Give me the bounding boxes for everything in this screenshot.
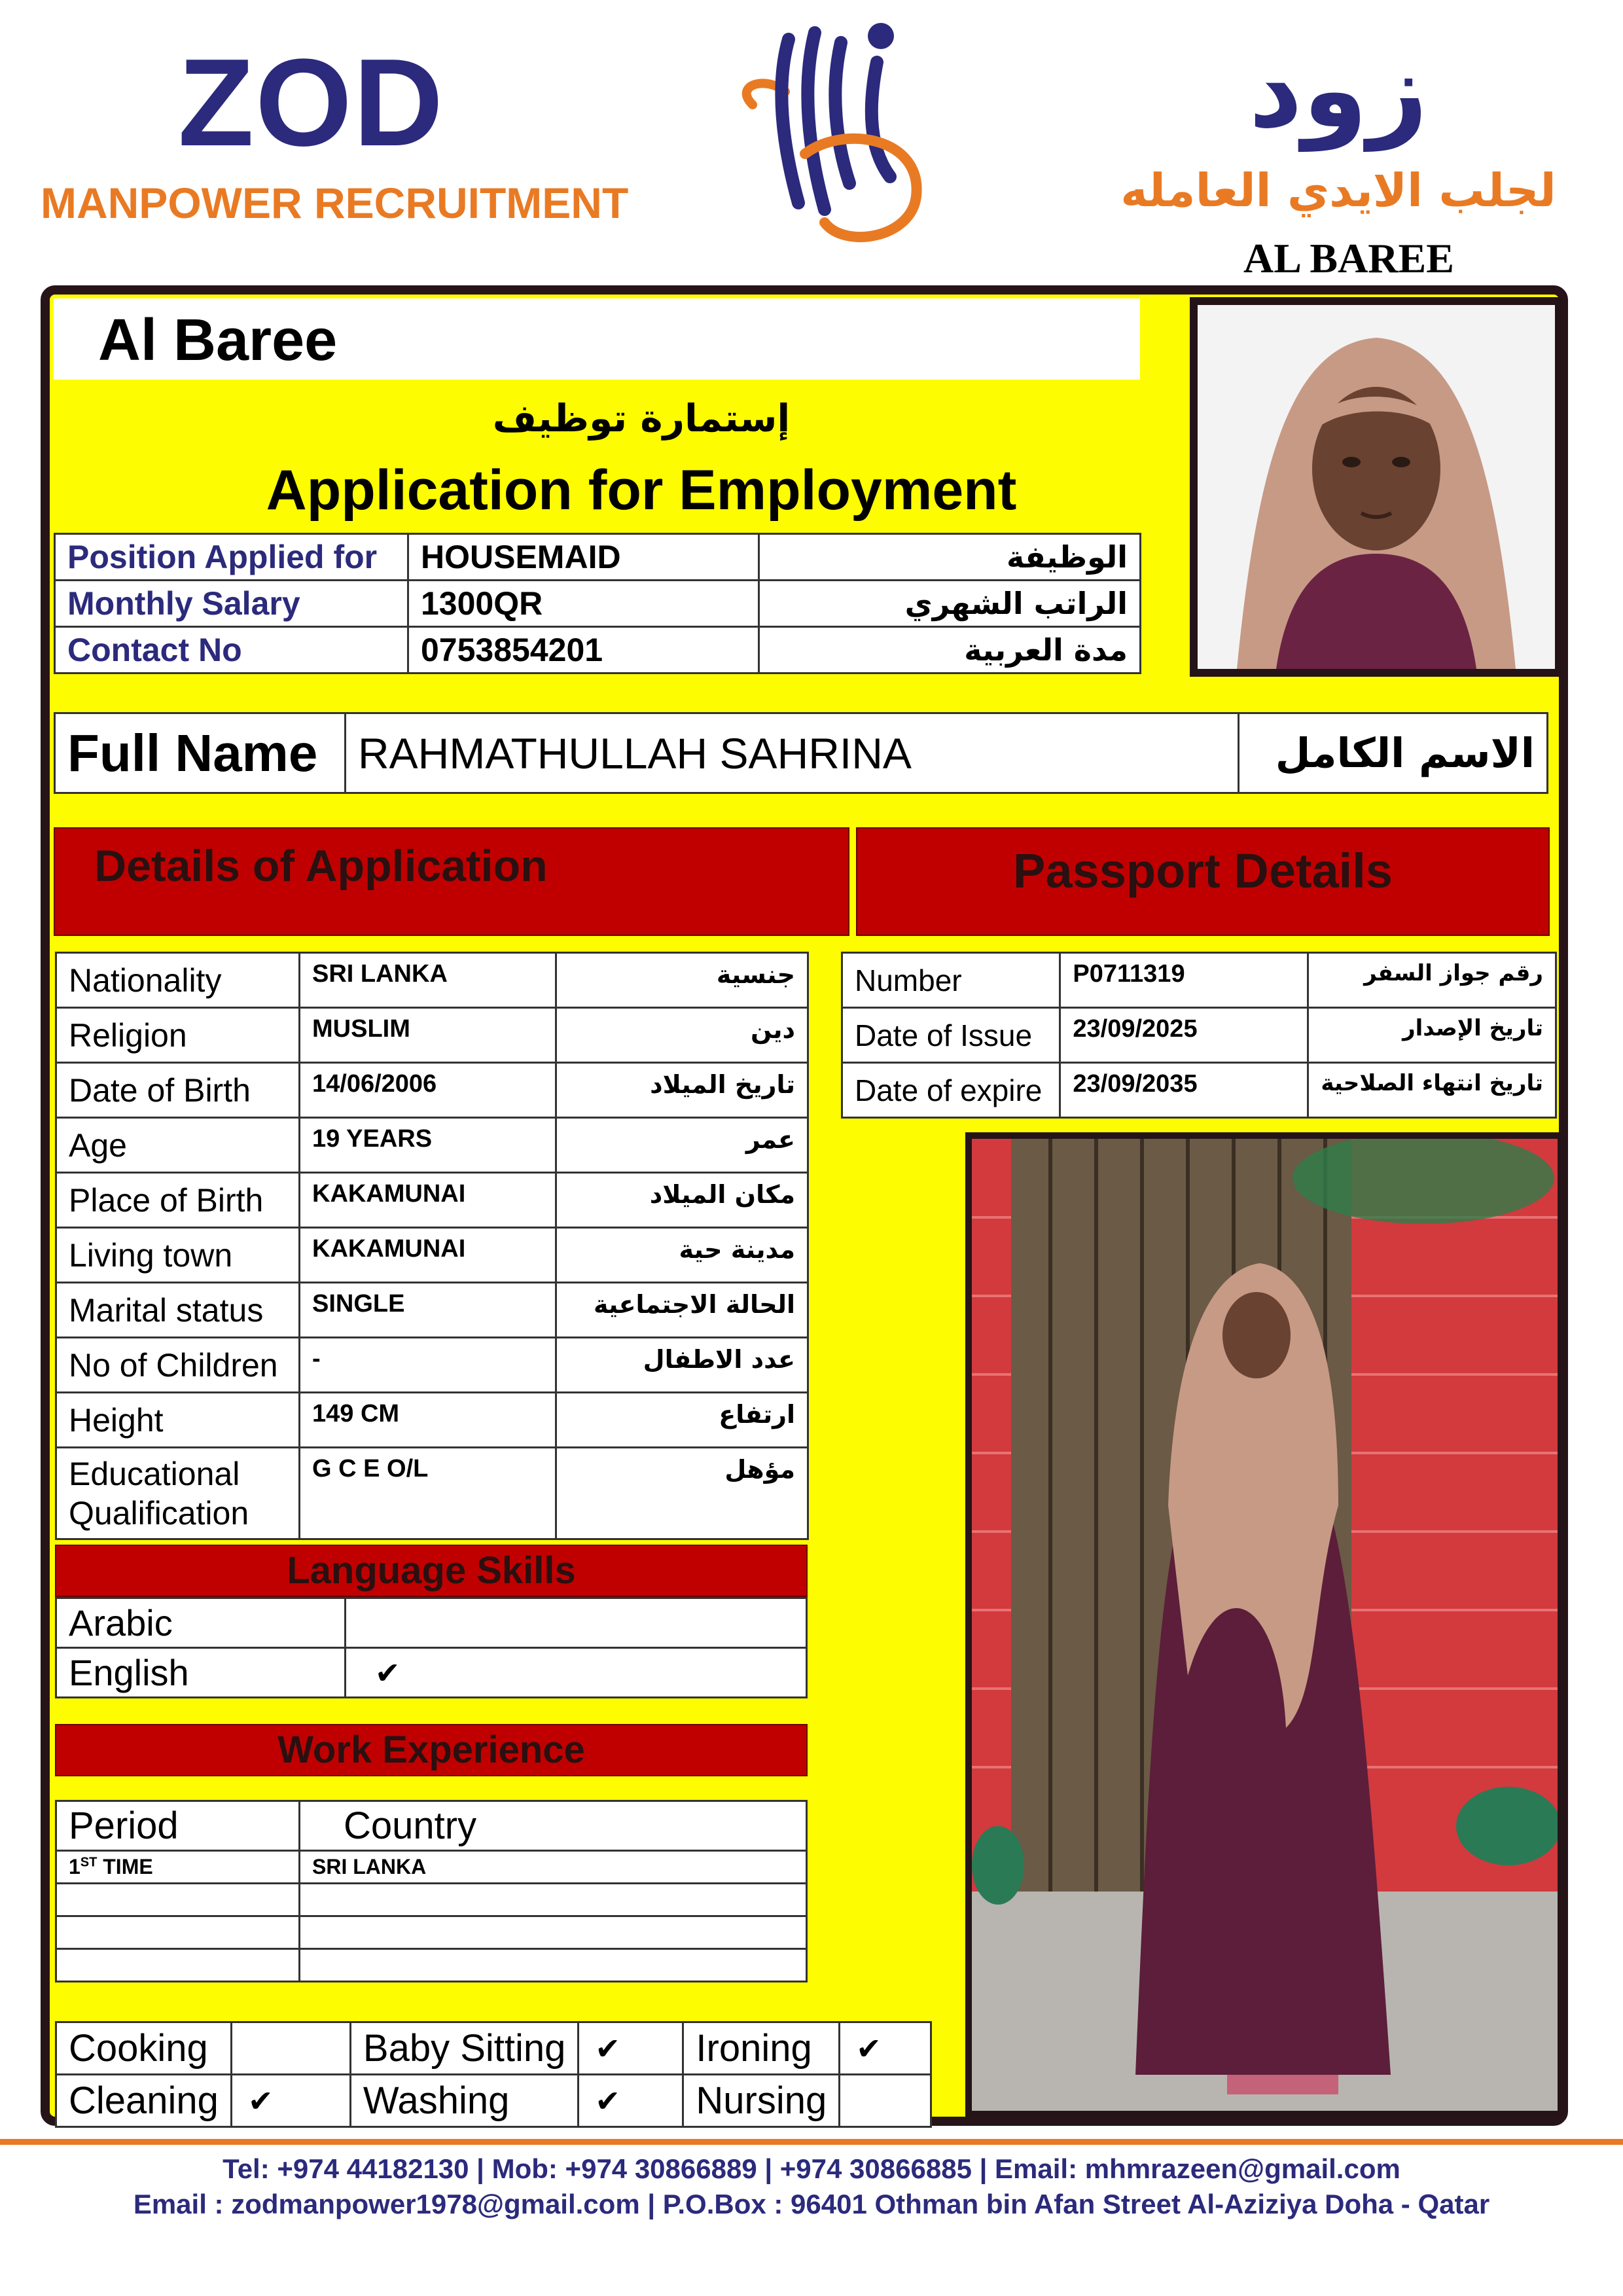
- table-row: [842, 1008, 1556, 1063]
- living-town-label-arabic: مدينة حية: [556, 1228, 808, 1283]
- footer-address-line: Email : zodmanpower1978@gmail.com | P.O.Box : 96401 Othman bin Afan Street Al-Aziziya Doha - Qatar: [133, 2189, 1490, 2219]
- skill-cleaning-label: Cleaning: [56, 2075, 232, 2127]
- salary-label-arabic: الراتب الشهري: [759, 581, 1141, 627]
- brand-arabic-text: زود: [1249, 29, 1428, 151]
- expiry-date-label: Date of expire: [842, 1063, 1060, 1118]
- country-header: Country: [300, 1801, 807, 1851]
- age-label-arabic: عمر: [556, 1118, 808, 1173]
- table-row: [56, 1884, 807, 1916]
- form-title-arabic: إستمارة توظيف: [492, 396, 791, 440]
- education-label: Educational Qualification: [56, 1448, 300, 1539]
- height-label-arabic: ارتفاع: [556, 1393, 808, 1448]
- table-row: [56, 1949, 807, 1982]
- table-row: [56, 1851, 807, 1884]
- table-row: [55, 581, 1141, 627]
- table-row: [56, 1598, 807, 1648]
- living-town-label: Living town: [56, 1228, 300, 1283]
- nationality-label-arabic: جنسية: [556, 953, 808, 1008]
- contact-label: Contact No: [55, 627, 408, 673]
- position-table: [54, 533, 1141, 674]
- checkmark-icon: ✔: [346, 1648, 807, 1698]
- zod-logo-icon: [726, 13, 936, 255]
- expiry-date-label-arabic: تاريخ انتهاء الصلاحية: [1308, 1063, 1556, 1118]
- work-experience-table: [55, 1800, 808, 1982]
- marital-status-value: SINGLE: [300, 1283, 556, 1338]
- skills-table: [55, 2021, 932, 2128]
- table-row: [56, 1228, 808, 1283]
- checkmark-icon: ✔: [579, 2075, 683, 2127]
- full-name-label-arabic: الاسم الكامل: [1239, 713, 1548, 793]
- brand-logo-text: ZOD: [178, 33, 445, 172]
- dob-value: 14/06/2006: [300, 1063, 556, 1118]
- nationality-value: SRI LANKA: [300, 953, 556, 1008]
- full-length-photo: [965, 1132, 1564, 2117]
- language-arabic-label: Arabic: [56, 1598, 346, 1648]
- table-row: [56, 2075, 931, 2127]
- children-label: No of Children: [56, 1338, 300, 1393]
- brand-arabic-tagline: لجلب الايدي العامله: [1120, 164, 1556, 217]
- salary-label: Monthly Salary: [55, 581, 408, 627]
- table-row: [56, 1283, 808, 1338]
- issue-date-label-arabic: تاريخ الإصدار: [1308, 1008, 1556, 1063]
- skill-nursing-mark: [840, 2075, 931, 2127]
- religion-value: MUSLIM: [300, 1008, 556, 1063]
- company-name: Al Baree: [98, 308, 338, 373]
- skill-washing-label: Washing: [350, 2075, 579, 2127]
- education-label-arabic: مؤهل: [556, 1448, 808, 1539]
- table-row: [56, 1393, 808, 1448]
- checkmark-icon: ✔: [840, 2022, 931, 2075]
- language-arabic-mark: [346, 1598, 807, 1648]
- children-label-arabic: عدد الاطفال: [556, 1338, 808, 1393]
- branch-name: AL BAREE: [1243, 235, 1454, 281]
- height-label: Height: [56, 1393, 300, 1448]
- place-of-birth-value: KAKAMUNAI: [300, 1173, 556, 1228]
- checkmark-icon: ✔: [579, 2022, 683, 2075]
- checkmark-icon: ✔: [231, 2075, 350, 2127]
- religion-label-arabic: دين: [556, 1008, 808, 1063]
- age-value: 19 YEARS: [300, 1118, 556, 1173]
- full-name-table: [54, 712, 1548, 794]
- passport-number-label: Number: [842, 953, 1060, 1008]
- skill-nursing-label: Nursing: [683, 2075, 840, 2127]
- passport-number-label-arabic: رقم جواز السفر: [1308, 953, 1556, 1008]
- salary-value: 1300QR: [408, 581, 759, 627]
- position-value: HOUSEMAID: [408, 534, 759, 581]
- table-row: [55, 627, 1141, 673]
- table-row: [56, 1916, 807, 1949]
- table-row: [56, 1063, 808, 1118]
- full-name-label: Full Name: [55, 713, 346, 793]
- religion-label: Religion: [56, 1008, 300, 1063]
- table-row: [55, 534, 1141, 581]
- table-row: [842, 1063, 1556, 1118]
- table-row: [56, 1118, 808, 1173]
- skill-baby-sitting-label: Baby Sitting: [350, 2022, 579, 2075]
- passport-number-value: P0711319: [1060, 953, 1308, 1008]
- table-row: [56, 1173, 808, 1228]
- form-title: Application for Employment: [266, 459, 1017, 522]
- place-of-birth-label: Place of Birth: [56, 1173, 300, 1228]
- dob-label: Date of Birth: [56, 1063, 300, 1118]
- skill-ironing-label: Ironing: [683, 2022, 840, 2075]
- education-value: G C E O/L: [300, 1448, 556, 1539]
- expiry-date-value: 23/09/2035: [1060, 1063, 1308, 1118]
- work-experience-header: Work Experience: [55, 1724, 808, 1776]
- height-value: 149 CM: [300, 1393, 556, 1448]
- dob-label-arabic: تاريخ الميلاد: [556, 1063, 808, 1118]
- table-row: [842, 953, 1556, 1008]
- contact-label-arabic: مدة العربية: [759, 627, 1141, 673]
- children-value: -: [300, 1338, 556, 1393]
- table-row: [56, 1801, 807, 1851]
- language-skills-header: Language Skills: [55, 1545, 808, 1597]
- table-row: [56, 1338, 808, 1393]
- marital-status-label-arabic: الحالة الاجتماعية: [556, 1283, 808, 1338]
- issue-date-value: 23/09/2025: [1060, 1008, 1308, 1063]
- position-label: Position Applied for: [55, 534, 408, 581]
- table-row: [56, 1648, 807, 1698]
- table-row: [56, 2022, 931, 2075]
- work-period-cell: 1ST TIME: [56, 1851, 300, 1884]
- issue-date-label: Date of Issue: [842, 1008, 1060, 1063]
- age-label: Age: [56, 1118, 300, 1173]
- details-section-header: Details of Application: [54, 827, 849, 936]
- work-country-cell: SRI LANKA: [300, 1851, 807, 1884]
- table-row: [55, 713, 1548, 793]
- skill-cooking-label: Cooking: [56, 2022, 232, 2075]
- language-english-label: English: [56, 1648, 346, 1698]
- passport-section-header: Passport Details: [856, 827, 1550, 936]
- period-header: Period: [56, 1801, 300, 1851]
- portrait-photo: [1190, 297, 1563, 677]
- passport-table: [841, 952, 1557, 1119]
- footer-divider: [0, 2139, 1623, 2145]
- living-town-value: KAKAMUNAI: [300, 1228, 556, 1283]
- table-row: [56, 1008, 808, 1063]
- table-row: [56, 953, 808, 1008]
- language-table: [55, 1597, 808, 1698]
- place-of-birth-label-arabic: مكان الميلاد: [556, 1173, 808, 1228]
- brand-tagline: MANPOWER RECRUITMENT: [41, 179, 629, 227]
- table-row: [56, 1448, 808, 1539]
- nationality-label: Nationality: [56, 953, 300, 1008]
- footer-contact-line: Tel: +974 44182130 | Mob: +974 30866889 | +974 30866885 | Email: mhmrazeen@gmail.com: [223, 2153, 1400, 2184]
- full-name-value: RAHMATHULLAH SAHRINA: [346, 713, 1239, 793]
- details-table: [55, 952, 809, 1540]
- marital-status-label: Marital status: [56, 1283, 300, 1338]
- contact-value: 0753854201: [408, 627, 759, 673]
- position-label-arabic: الوظيفة: [759, 534, 1141, 581]
- skill-cooking-mark: [231, 2022, 350, 2075]
